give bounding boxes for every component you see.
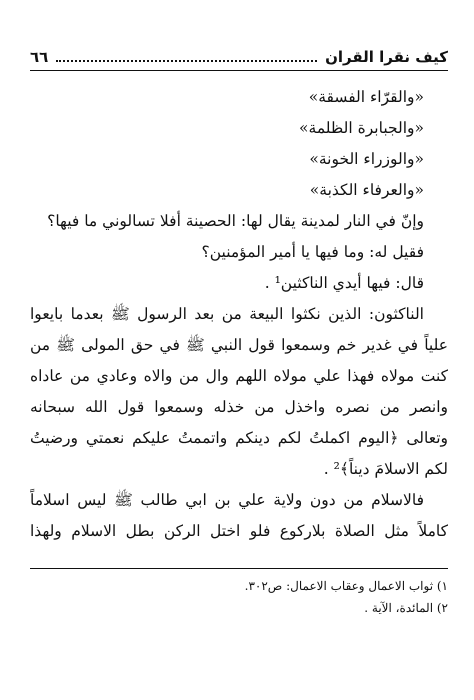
text-line: علياً في غدير خم وسمعوا قول النبي ﷺ في حق المولى ﷺ من: [30, 336, 448, 354]
text-line: «والقرّاء الفسقة»: [308, 88, 424, 106]
page-number: ٦٦: [30, 48, 49, 66]
text-line: وانصر من نصره واخذل من خذله وسمعوا قول الله سبحانه: [30, 398, 448, 416]
text-line: الناكثون: الذين نكثوا البيعة من بعد الرسول ﷺ بعدما بايعوا: [30, 305, 424, 323]
text-line: قال: فيها أيدي الناكثين¹ .: [264, 274, 424, 292]
quran-verse-line: وتعالى ﴿اليوم اكملتُ لكم دينكم واتممتُ عليكم نعمتي ورضيتُ: [30, 429, 448, 447]
footnote-1: ١) ثواب الاعمال وعقاب الاعمال: ص٣٠٢.: [244, 579, 448, 593]
text-line: «والعرفاء الكذبة»: [309, 181, 424, 199]
text-line: «والوزراء الخونة»: [309, 150, 424, 168]
running-header: [30, 44, 448, 71]
text-line: فقيل له: وما فيها يا أمير المؤمنين؟: [201, 243, 424, 261]
footnotes: [30, 568, 448, 619]
quran-verse-line: لكم الاسلامَ ديناً﴾² .: [323, 460, 448, 478]
header-leader-dots: [56, 60, 317, 62]
page-body: [30, 82, 448, 547]
text-line: وإنّ في النار لمدينة يقال لها: الحصينة أفلا تسالوني ما فيها؟: [47, 212, 424, 230]
text-line: «والجبابرة الظلمة»: [299, 119, 424, 137]
text-line: فالاسلام من دون ولاية علي بن ابي طالب ﷺ ليس اسلاماً: [30, 491, 424, 509]
book-title: كيف نقرا القران: [325, 48, 448, 66]
footnote-2: ٢) المائدة، الآية .: [364, 601, 448, 615]
text-line: كنت مولاه فهذا علي مولاه اللهم وال من والاه وعادي من عاداه: [30, 367, 448, 385]
text-line: كاملاً مثل الصلاة بلاركوع فلو اختل الركن بطل الاسلام ولهذا: [30, 522, 448, 540]
